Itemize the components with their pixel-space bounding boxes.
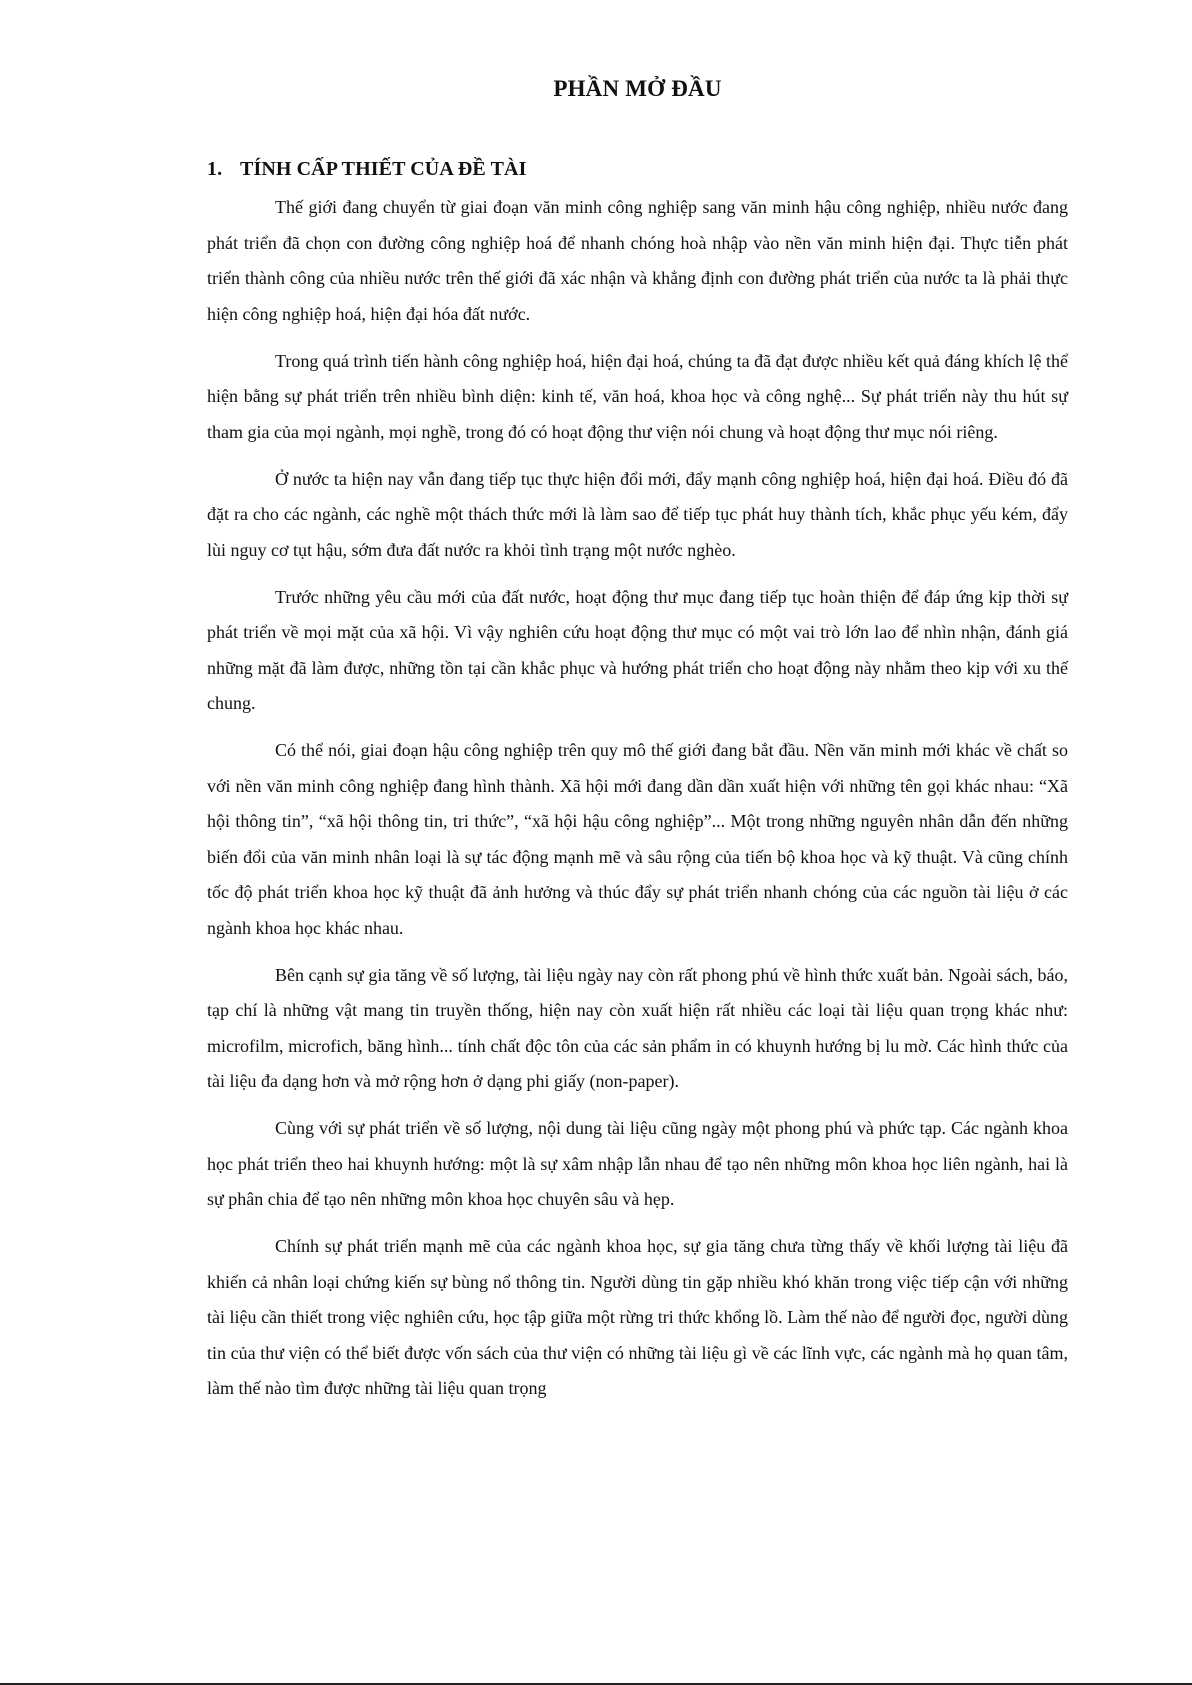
body-text — [207, 190, 1068, 1418]
paragraph: Chính sự phát triển mạnh mẽ của các ngành khoa học, sự gia tăng chưa từng thấy về khối lượng tài liệu đã khiến cả nhân loại chứng kiến sự bùng nổ thông tin. Người dùng tin gặp nhiều khó khăn trong việc tiếp cận với những tài liệu cần thiết trong việc nghiên cứu, học tập giữa một rừng tri thức khổng lồ. Làm thế nào để người đọc, người dùng tin của thư viện có thể biết được vốn sách của thư viện có những tài liệu gì về các lĩnh vực, các ngành mà họ quan tâm, làm thế nào tìm được những tài liệu quan trọng — [207, 1236, 1068, 1398]
paragraph: Cùng với sự phát triển về số lượng, nội dung tài liệu cũng ngày một phong phú và phức tạp. Các ngành khoa học phát triển theo hai khuynh hướng: một là sự xâm nhập lẫn nhau để tạo nên những môn khoa học liên ngành, hai là sự phân chia để tạo nên những môn khoa học chuyên sâu và hẹp. — [207, 1118, 1068, 1209]
document-title: PHẦN MỞ ĐẦU — [553, 76, 722, 101]
paragraph: Trong quá trình tiến hành công nghiệp hoá, hiện đại hoá, chúng ta đã đạt được nhiều kết quả đáng khích lệ thể hiện bằng sự phát triển trên nhiều bình diện: kinh tế, văn hoá, khoa học và công nghệ... Sự phát triển này thu hút sự tham gia của mọi ngành, mọi nghề, trong đó có hoạt động thư viện nói chung và hoạt động thư mục nói riêng. — [207, 350, 1068, 442]
section-title: TÍNH CẤP THIẾT CỦA ĐỀ TÀI — [240, 158, 527, 180]
paragraph: Bên cạnh sự gia tăng về số lượng, tài liệu ngày nay còn rất phong phú về hình thức xuất bản. Ngoài sách, báo, tạp chí là những vật mang tin truyền thống, hiện nay còn xuất hiện rất nhiều các loại tài liệu quan trọng khác như: microfilm, microfich, băng hình... tính chất độc tôn của các sản phẩm in có khuynh hướng bị lu mờ. Các hình thức của tài liệu đa dạng hơn và mở rộng hơn ở dạng phi giấy (non-paper). — [207, 964, 1068, 1091]
paragraph: Ở nước ta hiện nay vẫn đang tiếp tục thực hiện đổi mới, đẩy mạnh công nghiệp hoá, hiện đại hoá. Điều đó đã đặt ra cho các ngành, các nghề một thách thức mới là làm sao để tiếp tục phát huy thành tích, khắc phục yếu kém, đẩy lùi nguy cơ tụt hậu, sớm đưa đất nước ra khỏi tình trạng một nước nghèo. — [207, 468, 1068, 560]
paragraph: Thế giới đang chuyển từ giai đoạn văn minh công nghiệp sang văn minh hậu công nghiệp, nhiều nước đang phát triển đã chọn con đường công nghiệp hoá để nhanh chóng hoà nhập vào nền văn minh hiện đại. Thực tiễn phát triển thành công của nhiều nước trên thế giới đã xác nhận và khẳng định con đường phát triển của nước ta là phải thực hiện công nghiệp hoá, hiện đại hóa đất nước. — [207, 197, 1068, 324]
paragraph: Trước những yêu cầu mới của đất nước, hoạt động thư mục đang tiếp tục hoàn thiện để đáp ứng kịp thời sự phát triển về mọi mặt của xã hội. Vì vậy nghiên cứu hoạt động thư mục có một vai trò lớn lao để nhìn nhận, đánh giá những mặt đã làm được, những tồn tại cần khắc phục và hướng phát triển cho hoạt động này nhằm theo kịp với xu thế chung. — [207, 586, 1068, 713]
paragraph: Có thể nói, giai đoạn hậu công nghiệp trên quy mô thế giới đang bắt đầu. Nền văn minh mới khác về chất so với nền văn minh công nghiệp đang hình thành. Xã hội mới đang dần dần xuất hiện với những tên gọi khác nhau: “Xã hội thông tin”, “xã hội thông tin, tri thức”, “xã hội hậu công nghiệp”... Một trong những nguyên nhân dẫn đến những biến đổi của văn minh nhân loại là sự tác động mạnh mẽ và sâu rộng của tiến bộ khoa học và kỹ thuật. Và cũng chính tốc độ phát triển khoa học kỹ thuật đã ảnh hưởng và thúc đẩy sự phát triển nhanh chóng của các nguồn tài liệu ở các ngành khoa học khác nhau. — [207, 740, 1068, 938]
section-number: 1. — [207, 158, 223, 180]
section-heading — [207, 158, 526, 181]
